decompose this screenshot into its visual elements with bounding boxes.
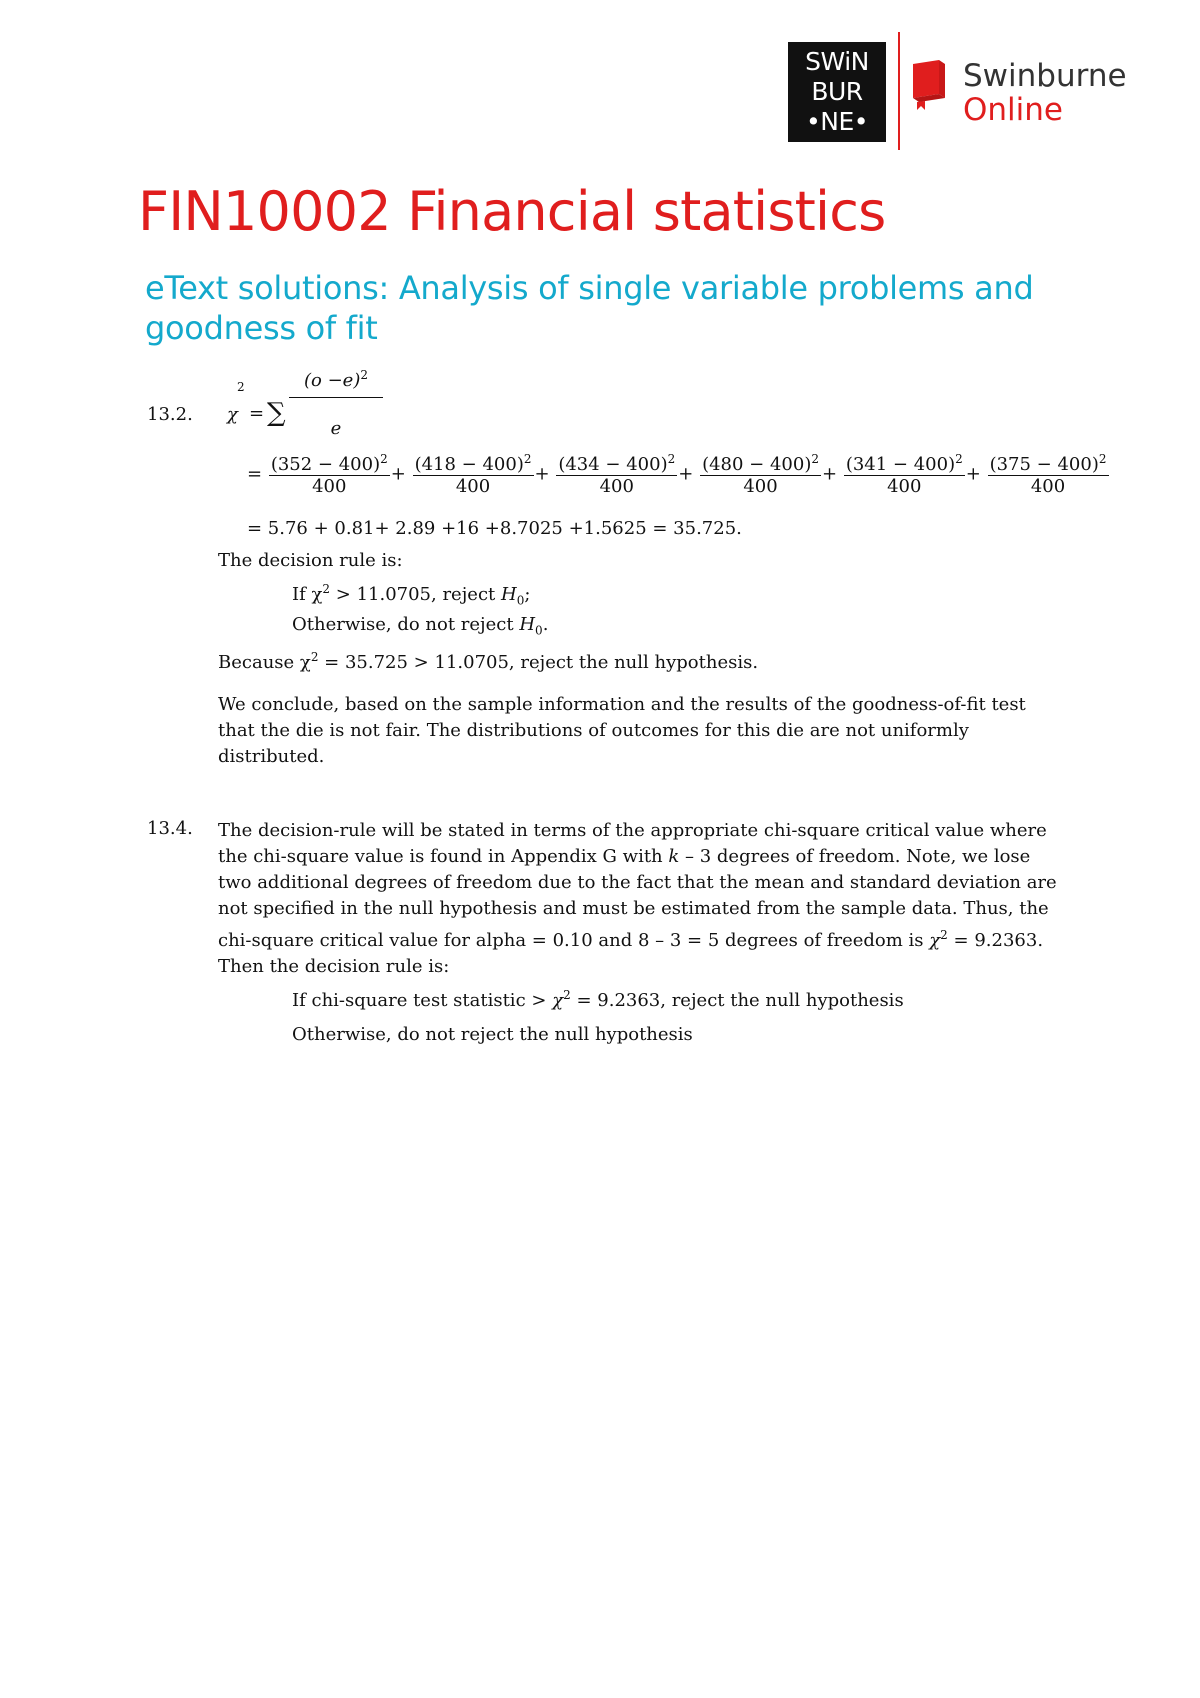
question-number-13-2: 13.2. — [147, 404, 193, 425]
fraction-term-2: $\frac{(418 - 400)^2}{400}$ — [414, 452, 532, 497]
equals-sign: = — [249, 403, 265, 424]
fraction-term-3: $\frac{(434 - 400)^2}{400}$ — [558, 452, 676, 497]
logo-line-2: BUR — [811, 77, 863, 106]
q13-4-rule-reject: If chi-square test statistic > $\chi^2 = 9.2363$, reject the null hypothesis — [292, 988, 904, 1011]
formula-numerator: $(o -e)^2$ — [289, 368, 383, 398]
chi-superscript: 2 — [237, 380, 245, 394]
fraction-term-5: $\frac{(341 - 400)^2}{400}$ — [845, 452, 963, 497]
formula-denominator: e — [330, 418, 342, 439]
question-number-13-4: 13.4. — [147, 818, 193, 839]
page-subtitle: eText solutions: Analysis of single variable problems and goodness of fit — [145, 269, 1034, 347]
logo-line-3: •NE• — [806, 107, 868, 136]
decision-rule-otherwise: Otherwise, do not reject $H_0$. — [292, 614, 549, 638]
logo-line-1: SWiN — [805, 47, 869, 76]
conclusion-paragraph: We conclude, based on the sample information and the results of the goodness-of-fit test that the die is not fair. The distributions of outcomes for this die are not uniformly distributed. — [218, 694, 1026, 767]
swinburne-logo-mark — [788, 42, 886, 142]
because-statement: Because $\chi^2 = 35.725 > 11.0705$, reject the null hypothesis. — [218, 650, 759, 673]
brand-name: Swinburne — [963, 58, 1127, 94]
book-icon — [909, 58, 951, 110]
fraction-term-4: $\frac{(480 - 400)^2}{400}$ — [702, 452, 820, 497]
sum-result: = 5.76 + 0.81+ 2.89 +16 +8.7025 +1.5625 = 35.725. — [247, 518, 742, 539]
page-title: FIN10002 Financial statistics — [138, 180, 886, 243]
chi-symbol: χ — [227, 404, 238, 425]
brand-sub: Online — [963, 92, 1063, 128]
equals-sign: = — [247, 463, 263, 485]
logo-divider — [898, 32, 900, 150]
decision-rule-intro: The decision rule is: — [218, 550, 403, 571]
decision-rule-reject: If $\chi^2 > 11.0705$, reject $H_0$; — [292, 582, 531, 608]
q13-4-paragraph: The decision-rule will be stated in terms of the appropriate chi-square critical value where the chi-square value is found in Appendix G with k – 3 degrees of freedom. Note, we lose two additional degrees of freedom due to the fact that the mean and standard deviation are not specified in the null hypothesis and must be estimated from the sample data. Thus, the chi-square critical value for alpha = 0.10 and 8 – 3 = 5 degrees of freedom is $\chi^2 = 9.2363$. Then the decision rule is: — [218, 820, 1057, 977]
chi-square-expansion: = $\frac{(352 - 400)^2}{400}$ + $\frac{(418 - 400)^2}{400}$ + $\frac{(434 - 400)^2}{400}$ + $\frac{(480 - 400)^2}{400}$ + $\frac{(341 - 400)^2}{400}$ + $\frac{(375 - 400)^2}{400}$ — [247, 452, 1107, 497]
fraction-term-1: $\frac{(352 - 400)^2}{400}$ — [270, 452, 388, 497]
fraction-term-6: $\frac{(375 - 400)^2}{400}$ — [989, 452, 1107, 497]
summation-symbol: ∑ — [267, 398, 286, 428]
q13-4-rule-otherwise: Otherwise, do not reject the null hypothesis — [292, 1024, 693, 1045]
